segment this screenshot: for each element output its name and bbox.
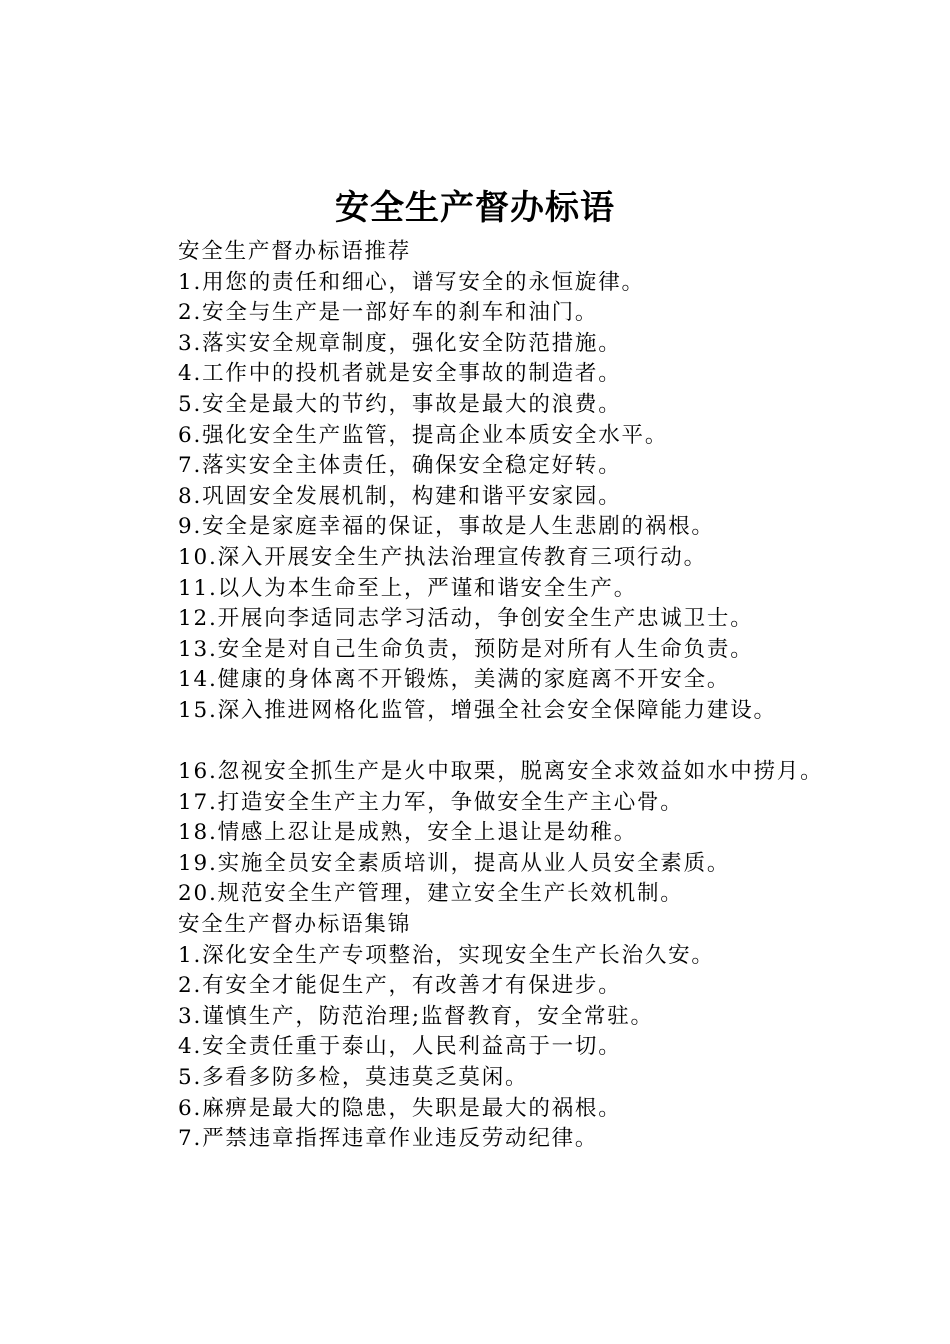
slogan-item: 9.安全是家庭幸福的保证，事故是人生悲剧的祸根。 bbox=[178, 514, 715, 540]
slogan-item: 3.落实安全规章制度，强化安全防范措施。 bbox=[178, 330, 622, 356]
slogan-item: 7.严禁违章指挥违章作业违反劳动纪律。 bbox=[178, 1126, 599, 1152]
slogan-item: 2.安全与生产是一部好车的刹车和油门。 bbox=[178, 300, 599, 326]
slogan-item: 18.情感上忍让是成熟，安全上退让是幼稚。 bbox=[178, 820, 637, 846]
slogan-item: 19.实施全员安全素质培训，提高从业人员安全素质。 bbox=[178, 850, 731, 876]
slogan-item: 12.开展向李适同志学习活动，争创安全生产忠诚卫士。 bbox=[178, 606, 754, 632]
paragraph-gap bbox=[130, 727, 842, 758]
slogan-item: 1.用您的责任和细心，谱写安全的永恒旋律。 bbox=[178, 269, 645, 295]
slogan-item: 8.巩固安全发展机制，构建和谐平安家园。 bbox=[178, 483, 622, 509]
slogan-item: 1.深化安全生产专项整治，实现安全生产长治久安。 bbox=[178, 942, 715, 968]
document-title: 安全生产督办标语 bbox=[335, 188, 615, 228]
section-heading-collection: 安全生产督办标语集锦 bbox=[178, 912, 412, 938]
section-heading-recommended: 安全生产督办标语推荐 bbox=[178, 239, 412, 264]
slogan-item: 5.安全是最大的节约，事故是最大的浪费。 bbox=[178, 391, 622, 417]
document-body bbox=[130, 237, 842, 1155]
slogan-item: 5.多看多防多检，莫违莫乏莫闲。 bbox=[178, 1065, 529, 1091]
slogan-item: 14.健康的身体离不开锻炼，美满的家庭离不开安全。 bbox=[178, 667, 731, 693]
slogan-item: 4.工作中的投机者就是安全事故的制造者。 bbox=[178, 361, 622, 387]
slogan-item: 2.有安全才能促生产，有改善才有保进步。 bbox=[178, 973, 622, 999]
slogan-item: 3.谨慎生产，防范治理;监督教育，安全常驻。 bbox=[178, 1003, 654, 1029]
slogan-item: 16.忽视安全抓生产是火中取栗，脱离安全求效益如水中捞月。 bbox=[178, 759, 824, 785]
slogan-item: 10.深入开展安全生产执法治理宣传教育三项行动。 bbox=[178, 544, 707, 570]
slogan-item: 6.麻痹是最大的隐患，失职是最大的祸根。 bbox=[178, 1095, 622, 1121]
slogan-item: 6.强化安全生产监管，提高企业本质安全水平。 bbox=[178, 422, 669, 448]
slogan-item: 17.打造安全生产主力军，争做安全生产主心骨。 bbox=[178, 789, 684, 815]
slogan-item: 4.安全责任重于泰山，人民利益高于一切。 bbox=[178, 1034, 622, 1060]
slogan-item: 7.落实安全主体责任，确保安全稳定好转。 bbox=[178, 453, 622, 479]
slogan-item: 11.以人为本生命至上，严谨和谐安全生产。 bbox=[178, 575, 637, 601]
slogan-item: 20.规范安全生产管理，建立安全生产长效机制。 bbox=[178, 881, 684, 907]
slogan-item: 13.安全是对自己生命负责，预防是对所有人生命负责。 bbox=[178, 636, 754, 662]
slogan-item: 15.深入推进网格化监管，增强全社会安全保障能力建设。 bbox=[178, 697, 777, 723]
